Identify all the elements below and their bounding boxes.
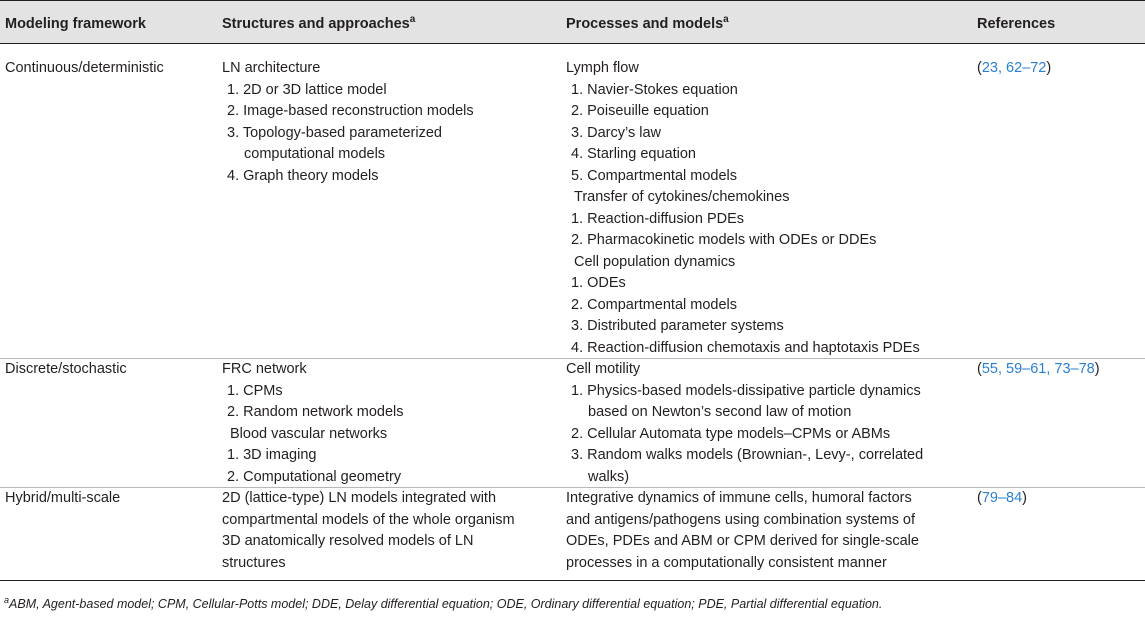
row1-references — [977, 58, 1051, 80]
process-item: 3. Distributed parameter systems — [571, 318, 784, 334]
process-item: Integrative dynamics of immune cells, humoral factors — [566, 490, 912, 506]
row1-structures — [222, 58, 474, 187]
reference-link[interactable]: 79–84 — [981, 490, 1023, 506]
row2-framework — [5, 359, 127, 381]
process-item: 2. Pharmacokinetic models with ODEs or DDEs — [571, 232, 877, 248]
ref-paren-close: ) — [1022, 490, 1028, 506]
process-item: 2. Poiseuille equation — [571, 103, 709, 119]
ref-paren-close: ) — [1094, 361, 1100, 377]
header-structures-label: Structures and approaches — [222, 16, 410, 32]
framework-cell: Discrete/stochastic — [5, 361, 127, 377]
ref-paren-open: ( — [977, 490, 982, 506]
process-item: and antigens/pathogens using combination systems of — [566, 511, 916, 528]
table-bottom-rule — [0, 580, 1145, 581]
table-footnote — [4, 597, 882, 612]
structure-item: 4. Graph theory models — [227, 167, 379, 184]
row3-structures — [222, 488, 515, 574]
process-heading: Transfer of cytokines/chemokines — [574, 189, 790, 205]
ref-paren-open: ( — [977, 361, 982, 377]
ref-paren-close: ) — [1046, 60, 1052, 76]
process-item: 3. Darcy’s law — [571, 124, 661, 141]
structure-item-continued: computational models — [244, 146, 386, 162]
header-structures — [222, 15, 415, 33]
structure-item: compartmental models of the whole organism — [222, 511, 515, 528]
structure-item: 2. Image-based reconstruction models — [227, 103, 474, 119]
ref-paren-open: ( — [977, 60, 982, 76]
row2-processes — [566, 359, 923, 488]
structure-item: structures — [222, 554, 286, 571]
process-item: 1. Navier-Stokes equation — [571, 81, 738, 98]
process-heading: Cell population dynamics — [574, 253, 736, 270]
structure-heading: Blood vascular networks — [230, 425, 388, 442]
structure-item: 3D anatomically resolved models of LN — [222, 533, 474, 549]
structure-item: 2. Random network models — [227, 404, 404, 420]
header-modeling-framework: Modeling framework — [5, 16, 146, 32]
row2-structures — [222, 359, 404, 488]
process-item: 5. Compartmental models — [571, 167, 738, 184]
footnote-text: ABM, Agent-based model; CPM, Cellular-Potts model; DDE, Delay differential equation; ODE, Ordinary differential equation; PDE, Partial differential equation. — [9, 597, 883, 611]
row2-references — [977, 359, 1100, 381]
header-structures-sup: a — [409, 14, 416, 25]
structure-heading: LN architecture — [222, 60, 321, 76]
structure-item: 1. 2D or 3D lattice model — [227, 81, 387, 98]
process-item: 2. Cellular Automata type models–CPMs or ABMs — [571, 425, 891, 442]
structure-item: 1. 3D imaging — [227, 447, 317, 463]
table-header — [0, 0, 1145, 44]
row3-processes — [566, 488, 919, 574]
header-processes — [566, 15, 729, 33]
process-item: ODEs, PDEs and ABM or CPM derived for single-scale — [566, 533, 919, 549]
row3-references — [977, 488, 1027, 510]
structure-item: 2D (lattice-type) LN models integrated with — [222, 490, 497, 506]
process-item: 1. Reaction-diffusion PDEs — [571, 210, 745, 227]
reference-link[interactable]: 23, 62–72 — [981, 60, 1047, 76]
process-item: 4. Reaction-diffusion chemotaxis and haptotaxis PDEs — [571, 339, 920, 356]
process-heading: Lymph flow — [566, 60, 639, 76]
row1-processes — [566, 58, 920, 359]
row1-framework — [5, 58, 164, 80]
framework-cell: Hybrid/multi-scale — [5, 490, 121, 506]
framework-cell: Continuous/deterministic — [5, 60, 164, 76]
header-processes-label: Processes and models — [566, 16, 724, 32]
structure-heading: FRC network — [222, 361, 307, 377]
process-item: 4. Starling equation — [571, 146, 696, 162]
structure-item: 2. Computational geometry — [227, 468, 402, 485]
process-item-continued: based on Newton’s second law of motion — [588, 404, 852, 420]
process-item: 1. Physics-based models-dissipative particle dynamics — [571, 382, 921, 399]
structure-item: 1. CPMs — [227, 382, 283, 399]
process-item: 3. Random walks models (Brownian-, Levy-, correlated — [571, 447, 924, 463]
header-processes-sup: a — [723, 14, 729, 25]
footnote-marker: a — [4, 595, 10, 605]
process-heading: Cell motility — [566, 361, 641, 377]
structure-item: 3. Topology-based parameterized — [227, 124, 442, 141]
process-item: 1. ODEs — [571, 275, 626, 291]
process-item: 2. Compartmental models — [571, 296, 738, 313]
process-item-continued: walks) — [588, 468, 630, 485]
process-item: processes in a computationally consistent manner — [566, 554, 887, 571]
header-references: References — [977, 16, 1056, 32]
row3-framework — [5, 488, 120, 510]
reference-link[interactable]: 55, 59–61, 73–78 — [981, 361, 1095, 377]
